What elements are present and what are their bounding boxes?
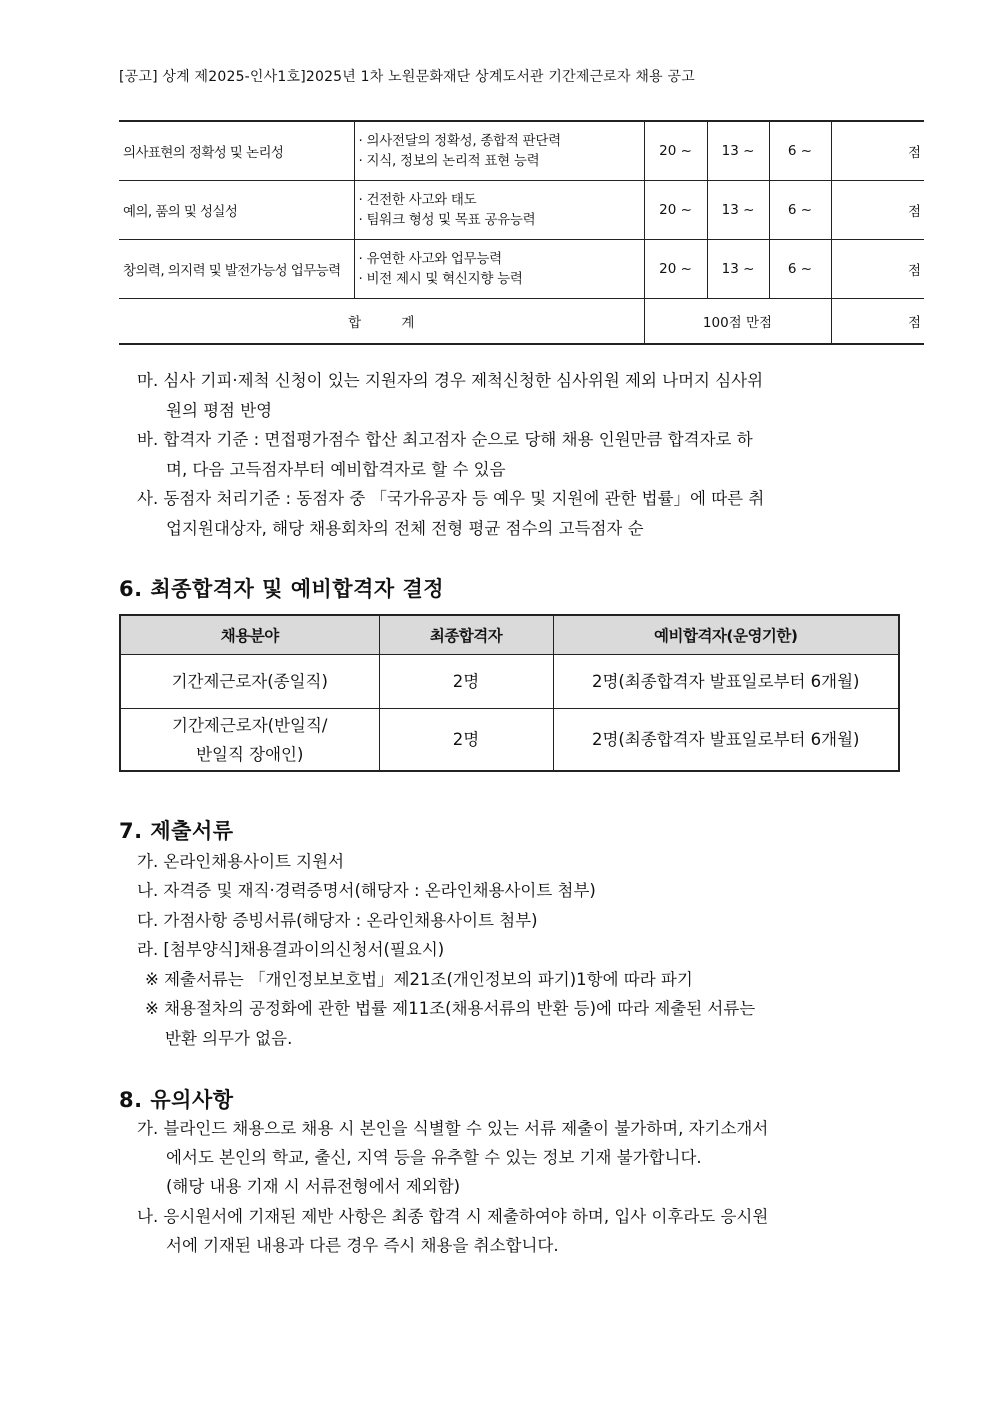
score-low: 6 ~ xyxy=(769,121,831,181)
paragraph-sa: 사. 동점자 처리기준 : 동점자 중 「국가유공자 등 예우 및 지원에 관한 법률」에 따른 취 업지원대상자, 해당 채용회차의 전체 전형 평균 점수의 고득점자 순 xyxy=(137,489,765,538)
score-high: 20 ~ xyxy=(644,121,707,181)
score-high: 20 ~ xyxy=(644,181,707,240)
header-final: 최종합격자 xyxy=(379,615,553,655)
section-8-title: 8. 유의사항 xyxy=(119,1088,234,1112)
list-item-continuation: 에서도 본인의 학교, 출신, 지역 등을 유추할 수 있는 정보 기재 불가합니다. xyxy=(166,1148,702,1167)
score-mid: 13 ~ xyxy=(707,240,769,299)
note-item: ※ 제출서류는 「개인정보보호법」제21조(개인정보의 파기)1항에 따라 파기 xyxy=(145,970,693,989)
reserve-cell: 2명(최종합격자 발표일로부터 6개월) xyxy=(553,655,899,709)
final-cell: 2명 xyxy=(379,709,553,772)
list-item: 나. 응시원서에 기재된 제반 사항은 최종 합격 시 제출하여야 하며, 입사 이후라도 응시원 xyxy=(137,1207,769,1226)
paragraph-ma: 마. 심사 기피·제척 신청이 있는 지원자의 경우 제척신청한 심사위원 제외 나머지 심사위 원의 평점 반영 xyxy=(137,371,764,420)
total-value: 100점 만점 xyxy=(644,299,831,345)
list-item: 가. 블라인드 채용으로 채용 시 본인을 식별할 수 있는 서류 제출이 불가하며, 자기소개서 xyxy=(137,1119,769,1138)
note-item: ※ 채용절차의 공정화에 관한 법률 제11조(채용서류의 반환 등)에 따라 제출된 서류는 반환 의무가 없음. xyxy=(145,999,756,1048)
description-cell: · 건전한 사고와 태도 · 팀워크 형성 및 목표 공유능력 xyxy=(354,181,644,240)
reserve-cell: 2명(최종합격자 발표일로부터 6개월) xyxy=(553,709,899,772)
list-item: 나. 자격증 및 재직·경력증명서(해당자 : 온라인채용사이트 첨부) xyxy=(137,881,596,900)
document-header: [공고] 상계 제2025-인사1호]2025년 1차 노원문화재단 상계도서관 기간제근로자 채용 공고 xyxy=(119,69,695,85)
score-low: 6 ~ xyxy=(769,181,831,240)
table-row xyxy=(120,709,899,772)
list-item: 다. 가점사항 증빙서류(해당자 : 온라인채용사이트 첨부) xyxy=(137,911,538,930)
field-cell: 기간제근로자(반일직/ 반일직 장애인) xyxy=(120,709,379,772)
criterion-cell: 예의, 품의 및 성실성 xyxy=(119,181,354,240)
total-label: 합 계 xyxy=(119,299,644,345)
final-selection-table xyxy=(119,614,900,772)
score-mid: 13 ~ xyxy=(707,181,769,240)
evaluation-table xyxy=(119,120,924,345)
score-unit: 점 xyxy=(831,181,924,240)
description-cell: · 의사전달의 정확성, 종합적 판단력 · 지식, 정보의 논리적 표현 능력 xyxy=(354,121,644,181)
score-mid: 13 ~ xyxy=(707,121,769,181)
header-field: 채용분야 xyxy=(120,615,379,655)
table-row xyxy=(119,181,924,240)
final-cell: 2명 xyxy=(379,655,553,709)
header-reserve: 예비합격자(운영기한) xyxy=(553,615,899,655)
table-row xyxy=(120,655,899,709)
section-7-title: 7. 제출서류 xyxy=(119,819,234,843)
score-high: 20 ~ xyxy=(644,240,707,299)
section-6-title: 6. 최종합격자 및 예비합격자 결정 xyxy=(119,577,445,601)
score-unit: 점 xyxy=(831,121,924,181)
score-unit: 점 xyxy=(831,240,924,299)
score-low: 6 ~ xyxy=(769,240,831,299)
list-item: 라. [첨부양식]채용결과이의신청서(필요시) xyxy=(137,940,445,959)
criterion-cell: 창의력, 의지력 및 발전가능성 업무능력 xyxy=(119,240,354,299)
field-cell: 기간제근로자(종일직) xyxy=(120,655,379,709)
table-row xyxy=(119,240,924,299)
list-item-continuation: 서에 기재된 내용과 다른 경우 즉시 채용을 취소합니다. xyxy=(166,1236,559,1255)
total-row xyxy=(119,299,924,345)
paragraph-ba: 바. 합격자 기준 : 면접평가점수 합산 최고점자 순으로 당해 채용 인원만큼 합격자로 하 며, 다음 고득점자부터 예비합격자로 할 수 있음 xyxy=(137,430,753,479)
list-item: 가. 온라인채용사이트 지원서 xyxy=(137,852,345,871)
criterion-cell: 의사표현의 정확성 및 논리성 xyxy=(119,121,354,181)
description-cell: · 유연한 사고와 업무능력 · 비전 제시 및 혁신지향 능력 xyxy=(354,240,644,299)
table-row xyxy=(119,121,924,181)
total-unit: 점 xyxy=(831,299,924,345)
list-item-continuation: (해당 내용 기재 시 서류전형에서 제외함) xyxy=(166,1177,461,1196)
